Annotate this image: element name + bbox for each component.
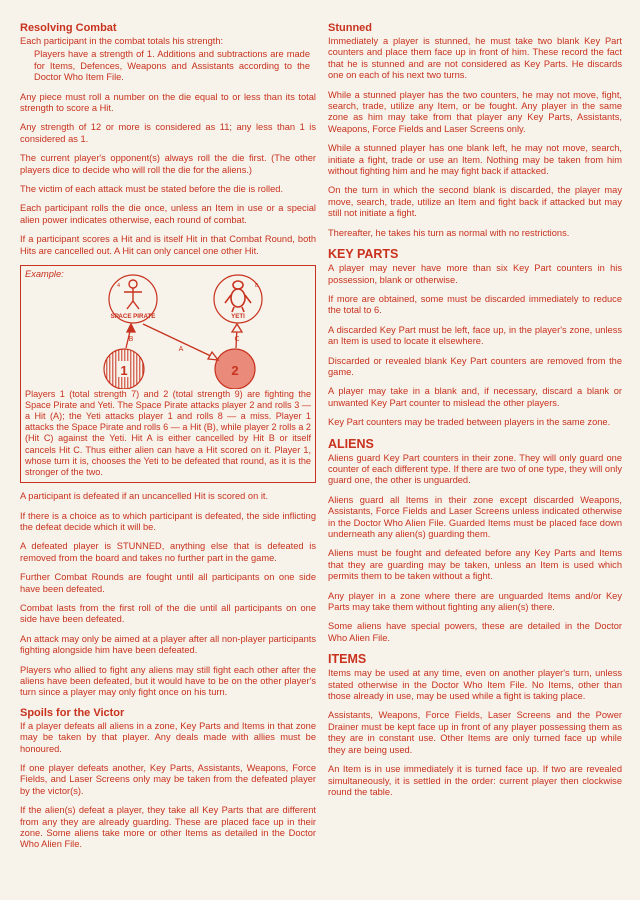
yeti-counter <box>214 275 262 323</box>
heading-spoils-for-the-victor: Spoils for the Victor <box>20 706 125 719</box>
paragraph: If one player defeats another, Key Parts, Assistants, Weapons, Force Fields, and Laser Screens only may be taken from the defeated player by the victor(s). <box>20 763 316 796</box>
paragraph: If a participant scores a Hit and is itself Hit in that Combat Round, both Hits are cancelled out. A Hit can only cancel one other Hit. <box>20 234 316 256</box>
space-pirate-figure-icon <box>124 280 142 309</box>
paragraph: A defeated player is STUNNED, anything else that is defeated is removed from the board and takes no further part in the game. <box>20 541 316 563</box>
player-1-counter <box>104 349 144 389</box>
example-box <box>20 265 316 483</box>
paragraph: Further Combat Rounds are fought until all participants on one side have been defeated. <box>20 572 316 594</box>
space-pirate-counter <box>109 275 157 323</box>
paragraph: Players who allied to fight any aliens may still fight each other after the aliens have been defeated, but it would have to be on the other player's turn since a player may only fight once on his turn. <box>20 664 316 698</box>
combat-diagram <box>25 271 311 389</box>
paragraph: While a stunned player has one blank left, he may not move, search, initiate a fight, trade or use an Item. Nothing may be taken from him without fighting him and he may fight back if attacked. <box>328 143 622 177</box>
paragraph: The current player's opponent(s) always roll the die first. (The other players dice to decide who will roll the die for the aliens.) <box>20 153 316 175</box>
arrowhead-b-icon <box>127 324 135 332</box>
paragraph: An Item is in use immediately it is turned face up. If two are revealed simultaneously, it is settled in the order: current player then clockwise round the table. <box>328 764 622 797</box>
arrowhead-a-icon <box>208 352 218 360</box>
hit-a-label: A <box>178 345 184 353</box>
paragraph: Key Part counters may be traded between players in the same zone. <box>328 417 611 428</box>
paragraph: Immediately a player is stunned, he must take two blank Key Part counters and place them face up in front of him. These record the fact that he is stunned and are not considered as Key Parts. He discards one on each of his next two turns. <box>328 36 622 81</box>
paragraph: Aliens must be fought and defeated before any Key Parts and Items that they are guarding may be taken, unless an Item is used which permits them to be taken without a fight. <box>328 548 622 582</box>
paragraph: A player may never have more than six Key Part counters in his possession, blank or otherwise. <box>328 263 622 285</box>
paragraph: Each participant rolls the die once, unless an Item in use or a special alien power indicates otherwise, each round of combat. <box>20 203 316 225</box>
paragraph: On the turn in which the second blank is discarded, the player may move, search, trade, utilize an Item and fight back if attacked but may still not initiate a fight. <box>328 185 622 219</box>
yeti-figure-icon <box>225 281 251 312</box>
arrowhead-c-icon <box>232 324 242 332</box>
paragraph: Aliens guard all Items in their zone except discarded Weapons, Assistants, Force Fields and Laser Screens unless indicated otherwise in the Doctor Who Alien File. Guarded Items must be placed face down underneath any alien(s) guarding them. <box>328 494 622 539</box>
paragraph: If a player defeats all aliens in a zone, Key Parts and Items in that zone may be taken by that player. Any deals made with allies must be honoured. <box>20 720 316 754</box>
paragraph: A participant is defeated if an uncancelled Hit is scored on it. <box>20 491 269 502</box>
paragraph-indented: Players have a strength of 1. Additions and subtractions are made for Items, Defences, Weapons and Assistants according to the Doctor Who Item File. <box>34 49 310 83</box>
player-1-number: 1 <box>120 362 128 378</box>
yeti-label: YETI <box>231 312 245 320</box>
paragraph: Discarded or revealed blank Key Part counters are removed from the game. <box>328 355 622 377</box>
hit-b-label: B <box>128 335 134 343</box>
paragraph: If there is a choice as to which participant is defeated, the side inflicting the defeat decide which it will be. <box>20 510 316 532</box>
heading-key-parts: KEY PARTS <box>328 247 399 262</box>
space-pirate-strength: 4 <box>117 282 121 289</box>
paragraph: Assistants, Weapons, Force Fields, Laser Screens and the Power Drainer must be kept face up in front of any player possessing them as they are in constant use. Other Items are only turned face up while they are being used. <box>328 710 622 755</box>
right-column <box>328 22 622 806</box>
player-2-number: 2 <box>231 362 239 378</box>
paragraph: The victim of each attack must be stated before the die is rolled. <box>20 184 284 195</box>
yeti-strength: 8 <box>255 282 259 289</box>
heading-resolving-combat: Resolving Combat <box>20 22 117 34</box>
paragraph: If the alien(s) defeat a player, they take all Key Parts that are different from any they are already guarding. These are placed face up in their zone. Some aliens take more or other Items as detailed in the Doctor Who Alien File. <box>20 805 316 850</box>
paragraph: Thereafter, he takes his turn as normal with no restrictions. <box>328 227 570 238</box>
example-text: Players 1 (total strength 7) and 2 (total strength 9) are fighting the Space Pirate and Yeti. The Space Pirate attacks player 2 and rolls 3 — a Hit (A); the Yeti attacks player 1 and rolls 8 — a miss. Player 1 attacks the Space Pirate and rolls 6 — a Hit (B), while player 2 rolls a 2 (Hit C) against the Yeti. Hit A is either cancelled by Hit B or itself cancels Hit C. Thus either alien can have a Hit scored on it. Player 1, whose turn it is, chooses the Yeti to be defeated that round, as it is the stronger of the two. <box>25 388 311 477</box>
paragraph: Aliens guard Key Part counters in their zone. They will only guard one counter of each different type. If there are two of one type, they will only guard one, the other is unguarded. <box>328 452 622 486</box>
heading-items: ITEMS <box>328 652 367 667</box>
paragraph: An attack may only be aimed at a player after all non-player participants fighting alongside him have been defeated. <box>20 633 316 656</box>
example-label: Example: <box>25 269 64 280</box>
left-column <box>20 22 316 859</box>
paragraph: Each participant in the combat totals his strength: <box>20 36 224 46</box>
paragraph: Any piece must roll a number on the die equal to or less than its total strength to score a Hit. <box>20 91 316 114</box>
hit-c-label: C <box>234 335 240 343</box>
paragraph: Items may be used at any time, even on another player's turn, unless stated otherwise in the Doctor Who Item File. No Items, other than those already in use, may be used while a fight is taking place. <box>328 668 622 702</box>
paragraph: While a stunned player has the two counters, he may not move, fight, search, trade, utilize any Item, or be fought. Any player in the same zone as him may take from that player any Key Parts, Assistants, Weapons, Force Fields and Laser Screens only. <box>328 89 622 134</box>
paragraph: Combat lasts from the first roll of the die until all participants on one side have been defeated. <box>20 602 316 625</box>
paragraph: A discarded Key Part must be left, face up, in the player's zone, unless an Item is used to locate it elsewhere. <box>328 324 622 347</box>
paragraph: A player may take in a blank and, if necessary, discard a blank or unwanted Key Part counter to mislead the other players. <box>328 386 622 408</box>
heading-stunned: Stunned <box>328 22 372 34</box>
player-2-counter <box>215 349 255 389</box>
paragraph: Any player in a zone where there are unguarded Items and/or Key Parts may take them without fighting any alien(s) there. <box>328 590 622 613</box>
paragraph: Some aliens have special powers, these are detailed in the Doctor Who Alien File. <box>328 621 622 643</box>
paragraph: Any strength of 12 or more is considered as 11; any less than 1 is considered as 1. <box>20 122 316 144</box>
paragraph: If more are obtained, some must be discarded immediately to reduce the total to 6. <box>328 293 622 316</box>
heading-aliens: ALIENS <box>328 436 374 451</box>
space-pirate-label: SPACE PIRATE <box>110 312 156 320</box>
